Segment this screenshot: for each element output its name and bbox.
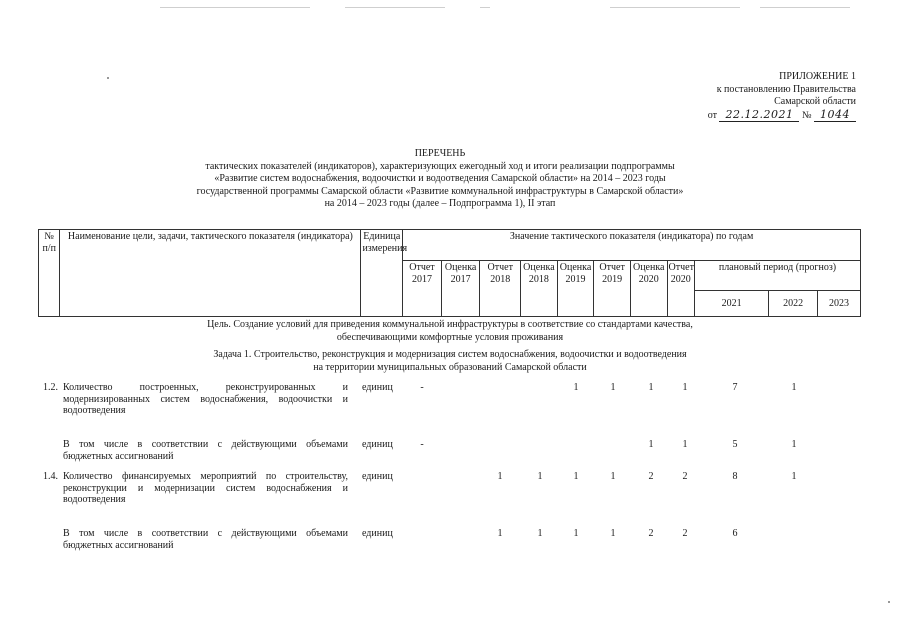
- heading-line4: на 2014 – 2023 годы (далее – Подпрограмма 1), II этап: [324, 198, 556, 209]
- annex-date-line: [646, 109, 856, 123]
- header-col: Оценка 2020: [630, 261, 667, 317]
- annex-line2: Самарской области: [774, 96, 856, 107]
- row-value: -: [420, 439, 424, 450]
- indicator-table-header: [38, 229, 861, 317]
- row-value: 1: [537, 528, 543, 539]
- goal-line2: обеспечивающими комфортные условия проживания: [336, 331, 564, 343]
- row-value: 1: [791, 439, 797, 450]
- header-col: Оценка 2018: [521, 261, 558, 317]
- heading-line1: тактических показателей (индикаторов), характеризующих ежегодный ход и итоги реализации подпрограммы: [205, 160, 675, 172]
- row-name: В том числе в соответствии с действующими объемами бюджетных ассигнований: [63, 528, 348, 551]
- row-unit: единиц: [362, 382, 393, 393]
- header-col: Оценка 2019: [557, 261, 594, 317]
- row-value: 5: [732, 439, 738, 450]
- row-value: -: [420, 382, 424, 393]
- row-value: 2: [682, 471, 688, 482]
- row-unit: единиц: [362, 528, 393, 539]
- row-value: 2: [682, 528, 688, 539]
- task-line1: Задача 1. Строительство, реконструкция и модернизация систем водоснабжения, водоочистки и водоотведения: [213, 349, 687, 360]
- row-num: 1.4.: [43, 471, 58, 482]
- row-value: 6: [732, 528, 738, 539]
- heading-line2: «Развитие систем водоснабжения, водоочистки и водоотведения Самарской области» на 2014 – 2023 годы: [214, 173, 666, 184]
- annex-title: ПРИЛОЖЕНИЕ 1: [779, 71, 856, 82]
- row-value: 1: [497, 471, 503, 482]
- header-planned-year: 2022: [769, 290, 818, 316]
- row-value: 1: [682, 382, 688, 393]
- row-value: 1: [648, 382, 654, 393]
- row-value: 1: [610, 528, 616, 539]
- annex-block: [646, 71, 856, 122]
- row-num: 1.2.: [43, 382, 58, 393]
- heading-title: ПЕРЕЧЕНЬ: [414, 148, 466, 159]
- task-line2: на территории муниципальных образований Самарской области: [313, 361, 587, 373]
- header-planned-year: 2021: [694, 290, 768, 316]
- annex-number: 1044: [814, 108, 856, 122]
- annex-no-label: №: [801, 109, 812, 121]
- scan-edge-line: [480, 7, 490, 8]
- header-planned: плановый период (прогноз): [694, 261, 860, 290]
- annex-from-label: от: [707, 109, 717, 121]
- row-value: 1: [610, 382, 616, 393]
- scan-edge-line: [610, 7, 740, 8]
- header-unit: Единица измерения: [361, 230, 403, 317]
- row-unit: единиц: [362, 439, 393, 450]
- row-value: 1: [648, 439, 654, 450]
- row-value: 8: [732, 471, 738, 482]
- row-name: Количество финансируемых мероприятий по строительству, реконструкции и модернизации систем водоснабжения и водоотведения: [63, 471, 348, 505]
- row-value: 1: [573, 528, 579, 539]
- annex-date: 22.12.2021: [719, 108, 799, 122]
- goal-text: [150, 319, 750, 344]
- row-value: 1: [573, 382, 579, 393]
- row-value: 1: [573, 471, 579, 482]
- scan-edge-line: [160, 7, 310, 8]
- scan-speck: [107, 77, 109, 79]
- task-text: [150, 349, 750, 374]
- row-value: 1: [682, 439, 688, 450]
- annex-line1: к постановлению Правительства: [716, 83, 856, 95]
- header-values-title: Значение тактического показателя (индикатора) по годам: [403, 230, 861, 261]
- scan-speck: [888, 601, 890, 603]
- header-col: Отчет 2017: [403, 261, 442, 317]
- row-value: 2: [648, 528, 654, 539]
- scan-edge-line: [760, 7, 850, 8]
- row-value: 1: [791, 471, 797, 482]
- row-value: 7: [732, 382, 738, 393]
- header-col: Отчет 2019: [594, 261, 631, 317]
- row-value: 1: [537, 471, 543, 482]
- header-col: Оценка 2017: [441, 261, 480, 317]
- row-value: 2: [648, 471, 654, 482]
- header-col: Отчет 2020: [667, 261, 694, 317]
- document-heading: [150, 148, 730, 211]
- scan-edge-line: [345, 7, 445, 8]
- row-name: Количество построенных, реконструированных и модернизированных систем водоснабжения, водоочистки и водоотведения: [63, 382, 348, 416]
- row-value: 1: [791, 382, 797, 393]
- header-num: № п/п: [39, 230, 60, 317]
- goal-line1: Цель. Создание условий для приведения коммунальной инфраструктуры в соответствие со стандартами качества,: [207, 319, 693, 330]
- header-planned-year: 2023: [818, 290, 861, 316]
- heading-line3: государственной программы Самарской области «Развитие коммунальной инфраструктуры в Самарской области»: [196, 185, 684, 197]
- header-col: Отчет 2018: [480, 261, 521, 317]
- row-name: В том числе в соответствии с действующими объемами бюджетных ассигнований: [63, 439, 348, 462]
- row-value: 1: [497, 528, 503, 539]
- row-unit: единиц: [362, 471, 393, 482]
- header-name: Наименование цели, задачи, тактического показателя (индикатора): [60, 230, 361, 317]
- row-value: 1: [610, 471, 616, 482]
